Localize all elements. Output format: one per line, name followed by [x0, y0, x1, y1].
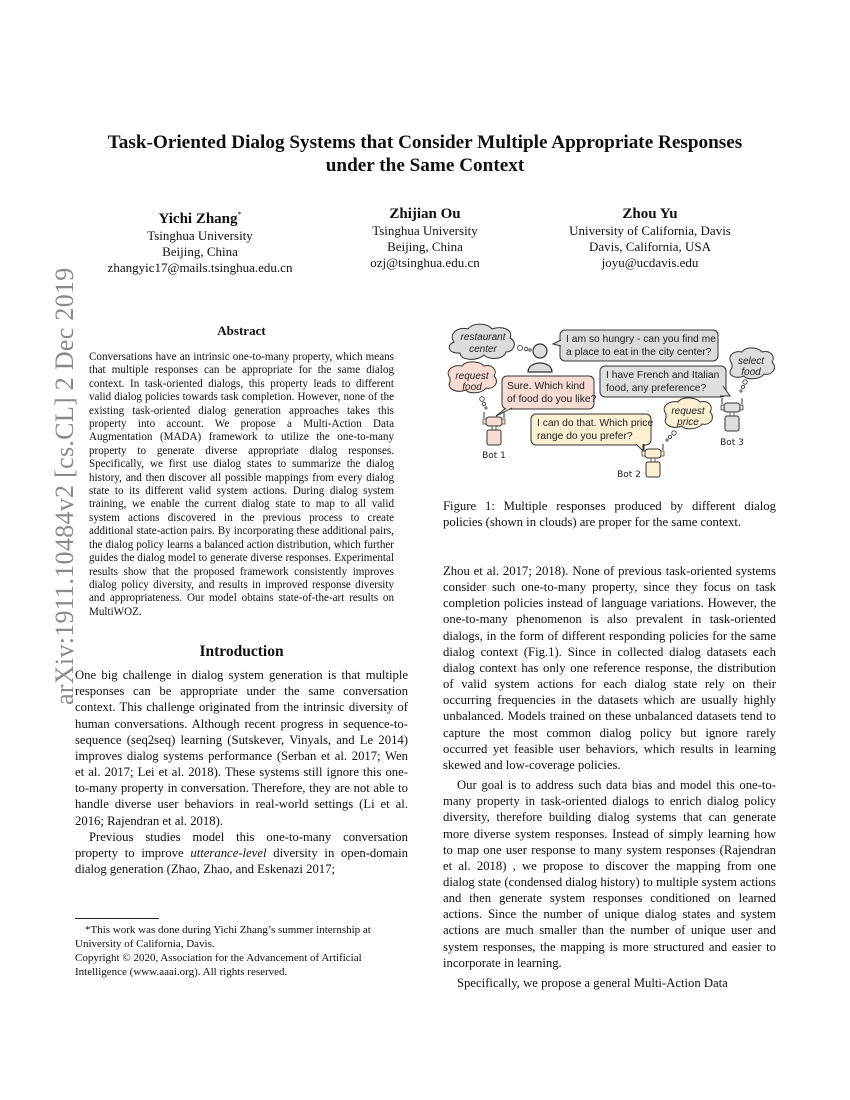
paper-title [60, 131, 790, 177]
footnote-internship: *This work was done during Yichi Zhang’s summer internship at University of California, Davis. [75, 924, 371, 950]
svg-text:Bot 1: Bot 1 [482, 451, 506, 461]
bot2-robot-icon [617, 444, 664, 480]
author-location: Davis, California, USA [588, 239, 712, 254]
svg-text:select: select [737, 356, 765, 367]
intro-paragraph-specifically: Specifically, we propose a general Multi-Action Data [457, 975, 728, 990]
svg-text:Bot 3: Bot 3 [720, 438, 744, 448]
svg-text:range do you prefer?: range do you prefer? [537, 431, 633, 442]
figure-1-caption: Figure 1: Multiple responses produced by different dialog policies (shown in clouds) are proper for the same context. [443, 499, 776, 530]
author-affiliation: University of California, Davis [569, 223, 731, 238]
author-email: zhangyic17@mails.tsinghua.edu.cn [107, 260, 293, 275]
dialog-illustration [440, 320, 780, 490]
svg-text:food: food [462, 382, 482, 393]
text-span: diversity in open-domain dialog generation (Zhao, Zhao, and Eskenazi 2017; [75, 845, 408, 876]
author-email: ozj@tsinghua.edu.cn [370, 255, 480, 270]
svg-text:I have French and Italian: I have French and Italian [606, 370, 720, 381]
bot3-thought-cloud-icon [730, 348, 775, 392]
bot3-speech-bubble [600, 366, 730, 397]
bot2-thought-cloud-icon [664, 398, 712, 441]
intro-paragraph-continued: Zhou et al. 2017; 2018). None of previous task-oriented systems consider such one-to-many property, since they focus on task completion policies instead of language variations. However, the one-to-many phenomenon is also prevalent in task-oriented dialogs, in the form of different responding policies for the same dialog context (Fig.1). Since in collected dialog datasets each dialog context has only one reference response, the distribution of valid system actions for each dialog state rely on their occurring frequencies in the datasets which are usually highly unbalanced. Models trained on these unbalanced datasets tend to capture the most common dialog policy but ignore rarely occurred yet feasible user behaviors, which results in learning skewed and low-coverage policies. [443, 564, 776, 772]
title-line-2: under the Same Context [325, 155, 525, 176]
bot2-speech-bubble [531, 414, 653, 452]
arxiv-stamp: arXiv:1911.10484v2 [cs.CL] 2 Dec 2019 [50, 267, 79, 705]
author-affiliation: Tsinghua University [147, 228, 253, 243]
title-line-1: Task-Oriented Dialog Systems that Consider Multiple Appropriate Responses [107, 132, 743, 153]
bot3-robot-icon [720, 398, 744, 448]
intro-paragraph-2 [75, 829, 408, 877]
abstract-text: Conversations have an intrinsic one-to-many property, which means that multiple responses can be appropriate for the same dialog context. In task-oriented dialogs, this property leads to different valid dialog policies towards task completion. However, none of the existing task-oriented dialog generation approaches takes this property into account. We propose a Multi-Action Data Augmentation (MADA) framework to utilize the one-to-many property to generate diverse appropriate dialog responses. Specifically, we first use dialog states to summarize the dialog history, and then discover all possible mappings from every dialog state to its different valid system actions. During dialog system training, we enable the current dialog state to map to all valid system actions discovered in the previous process to create additional state-action pairs. By incorporating these additional pairs, the dialog policy learns a balanced action distribution, which further guides the dialog model to generate diverse responses. Experimental results show that the proposed framework consistently improves dialog policy diversity, and results in improved response diversity and appropriateness. Our model obtains state-of-the-art results on MultiWOZ. [89, 351, 394, 618]
bot1-speech-bubble [496, 376, 597, 416]
author-name: Zhijian Ou [389, 206, 461, 222]
left-column [75, 323, 408, 877]
introduction-body-left [75, 667, 408, 877]
figure-1 [440, 320, 780, 490]
svg-text:price: price [677, 417, 699, 428]
emphasis-text: utterance-level [190, 845, 267, 860]
author-email: joyu@ucdavis.edu [601, 255, 699, 270]
author-name: Yichi Zhang [158, 211, 238, 227]
svg-text:I can do that. Which price: I can do that. Which price [537, 418, 654, 429]
svg-text:food, any preference?: food, any preference? [606, 383, 707, 394]
bot1-robot-icon [482, 412, 506, 461]
abstract-heading: Abstract [217, 323, 266, 338]
text-span: Previous studies model this one-to-many conversation property to improve [75, 829, 408, 860]
svg-text:food: food [741, 367, 761, 378]
author-3 [550, 206, 750, 271]
footnotes [75, 918, 408, 979]
svg-text:a place to eat in the city cen: a place to eat in the city center? [566, 347, 712, 358]
svg-text:Bot 2: Bot 2 [617, 470, 641, 480]
author-name: Zhou Yu [622, 206, 678, 222]
introduction-body-right [443, 563, 776, 991]
svg-text:Sure. Which kind: Sure. Which kind [507, 381, 585, 392]
intro-paragraph-1: One big challenge in dialog system generation is that multiple responses can be appropriate under the same conversation context. This challenge originated from the intrinsic diversity of human conversations. Although recent progress in sequence-to-sequence (seq2seq) learning (Sutskever, Vinyals, and Le 2014) improves dialog systems performance (Serban et al. 2017; Wen et al. 2017; Lei et al. 2018). These systems still ignore this one-to-many property in conversation. Therefore, they are not able to handle diverse user behaviors in real-world settings (Li et al. 2016; Rajendran et al. 2018). [75, 668, 408, 828]
author-2 [340, 206, 510, 271]
svg-text:of food do you like?: of food do you like? [507, 394, 597, 405]
footnote-mark: * [237, 210, 242, 219]
svg-text:center: center [469, 344, 497, 355]
author-location: Beijing, China [387, 239, 463, 254]
author-1 [100, 206, 300, 276]
author-location: Beijing, China [162, 244, 238, 259]
copyright-notice: Copyright © 2020, Association for the Advancement of Artificial Intelligence (www.aaai.org). All rights reserved. [75, 952, 362, 978]
intro-paragraph-goal: Our goal is to address such data bias and model this one-to-many property in task-oriented dialogs to enrich dialog policy diversity, therefore building dialog systems that can generate more diverse system responses. Instead of simply learning how to map one user response to many system responses (Rajendran et al. 2018) , we propose to discover the mapping from one dialog state (condensed dialog history) to multiple system actions and then generate system responses conditioned on learned actions. Since the number of unique dialog states and system actions are much smaller than the number of unique user and system responses, the mapping is more structured and easier to incorporate in learning. [443, 778, 776, 970]
user-person-icon [528, 344, 552, 372]
svg-text:I am so hungry - can you find: I am so hungry - can you find me [566, 334, 716, 345]
svg-text:request: request [455, 371, 489, 382]
bot1-thought-cloud-icon [448, 362, 496, 409]
author-affiliation: Tsinghua University [372, 223, 478, 238]
footnote-rule [75, 918, 159, 919]
user-speech-bubble [553, 330, 718, 361]
right-column-figure [443, 320, 776, 530]
user-thought-cloud-icon [449, 324, 531, 359]
svg-text:restaurant: restaurant [460, 332, 506, 343]
introduction-heading: Introduction [199, 643, 284, 661]
svg-text:request: request [671, 406, 705, 417]
